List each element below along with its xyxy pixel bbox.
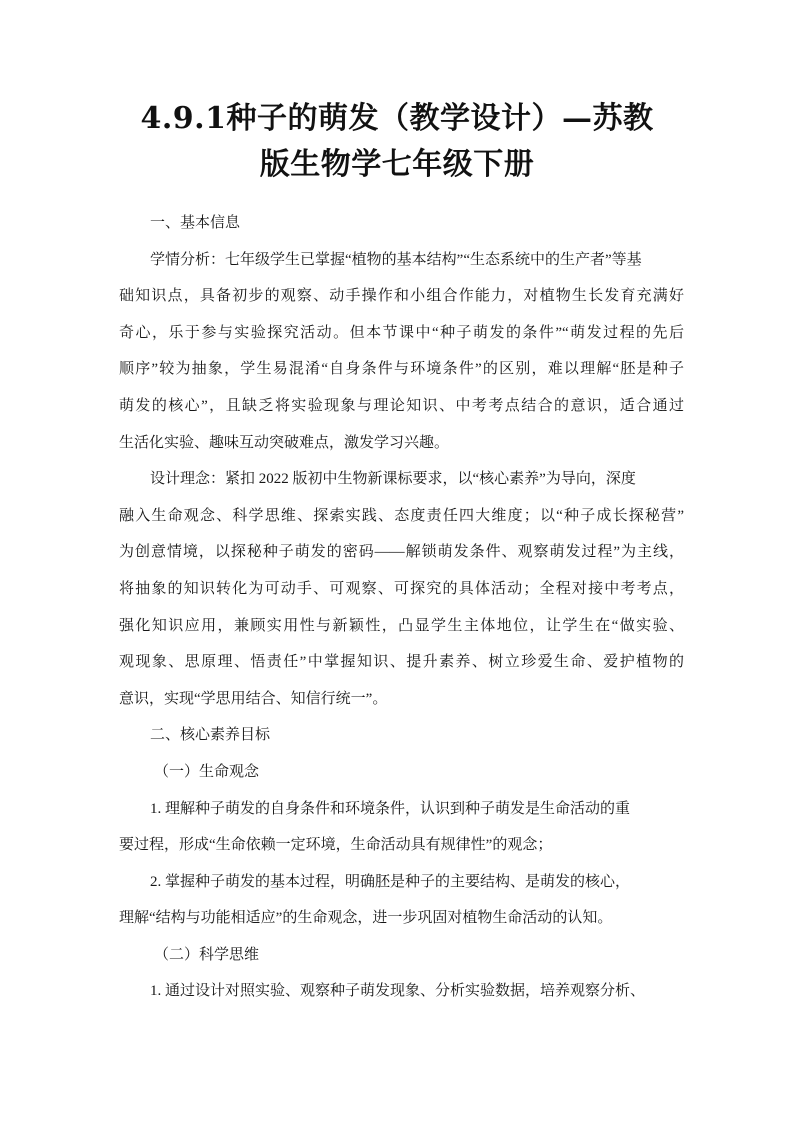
section-heading-core-goals: 二、核心素养目标 xyxy=(150,727,271,744)
paragraph-line: 设计理念：紧扣 2022 版初中生物新课标要求，以“核心素养”为导向，深度 xyxy=(150,471,636,488)
paragraph-line: 萌发的核心”，且缺乏将实验现象与理论知识、中考考点结合的意识，适合通过 xyxy=(119,397,684,414)
document-title xyxy=(100,96,694,188)
paragraph-line: 2. 掌握种子萌发的基本过程，明确胚是种子的主要结构、是萌发的核心， xyxy=(150,873,631,890)
paragraph-learning-analysis xyxy=(119,242,684,462)
paragraph-line: 融入生命观念、科学思维、探索实践、态度责任四大维度；以“种子成长探秘营” xyxy=(119,507,684,524)
list-item-scientific-thinking-1 xyxy=(119,973,684,1010)
paragraph-line: 强化知识应用，兼顾实用性与新颖性，凸显学生主体地位，让学生在“做实验、 xyxy=(119,617,684,634)
paragraph-line: 生活化实验、趣味互动突破难点，激发学习兴趣。 xyxy=(119,434,450,451)
paragraph-line: 1. 通过设计对照实验、观察种子萌发现象、分析实验数据，培养观察分析、 xyxy=(150,983,646,1000)
paragraph-line: 1. 理解种子萌发的自身条件和环境条件，认识到种子萌发是生命活动的重 xyxy=(150,800,631,817)
subsection-heading-scientific-thinking: （二）科学思维 xyxy=(154,946,260,963)
section-heading-basic-info: 一、基本信息 xyxy=(150,215,241,231)
paragraph-line: 将抽象的知识转化为可动手、可观察、可探究的具体活动；全程对接中考考点， xyxy=(119,580,684,597)
title-line-1: 4.9.1种子的萌发（教学设计）—苏教 xyxy=(140,101,654,136)
paragraph-line: 要过程，形成“生命依赖一定环境，生命活动具有规律性”的观念； xyxy=(119,837,553,854)
paragraph-design-concept xyxy=(119,461,684,717)
subsection-heading-life-concept: （一）生命观念 xyxy=(154,763,260,780)
paragraph-line: 意识，实现“学思用结合、知信行统一”。 xyxy=(119,690,388,707)
paragraph-line: 奇心，乐于参与实验探究活动。但本节课中“种子萌发的条件”“萌发过程的先后 xyxy=(119,324,684,341)
paragraph-line: 为创意情境，以探秘种子萌发的密码——解锁萌发条件、观察萌发过程”为主线， xyxy=(119,544,684,561)
document-body xyxy=(119,205,684,1010)
list-item-life-concept-2 xyxy=(119,864,684,937)
title-line-2: 版生物学七年级下册 xyxy=(259,147,535,182)
paragraph-line: 础知识点，具备初步的观察、动手操作和小组合作能力，对植物生长发育充满好 xyxy=(119,288,684,305)
paragraph-line: 顺序”较为抽象，学生易混淆“自身条件与环境条件”的区别，难以理解“胚是种子 xyxy=(119,361,684,378)
paragraph-line: 学情分析：七年级学生已掌握“植物的基本结构”“生态系统中的生产者”等基 xyxy=(150,251,642,268)
paragraph-line: 理解“结构与功能相适应”的生命观念，进一步巩固对植物生命活动的认知。 xyxy=(119,910,613,927)
paragraph-line: 观现象、思原理、悟责任”中掌握知识、提升素养、树立珍爱生命、爱护植物的 xyxy=(119,654,684,671)
list-item-life-concept-1 xyxy=(119,791,684,864)
